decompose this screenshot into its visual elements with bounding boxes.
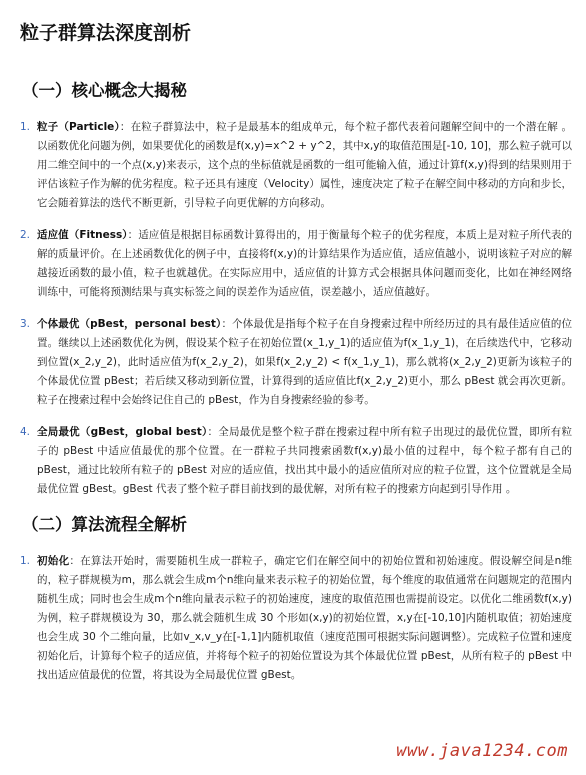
item-text: ：全局最优是整个粒子群在搜索过程中所有粒子出现过的最优位置，即所有粒子的 pBest 中适应值最优的那个位置。在一群粒子共同搜索函数f(x,y)最小值的过程中，每个粒子都有自己的 pBest，通过比较所有粒子的 pBest 对应的适应值，找出其中最小的适应值所对应的粒子位置，这个位置就是全局最优位置 gBest。gBest 代表了整个粒子群目前找到的最优解，对所有粒子的搜索方向起到引导作用 。 [37, 426, 572, 495]
term-label: 个体最优（pBest，personal best） [37, 318, 222, 330]
item-text: ：个体最优是指每个粒子在自身搜索过程中所经历过的具有最佳适应值的位置。继续以上述函数优化为例，假设某个粒子在初始位置(x_1,y_1)的适应值为f(x_1,y_1)，在后续迭代中，它移动到位置(x_2,y_2)，此时适应值为f(x_2,y_2)，如果f(x_2,y_2) < f(x_1,y_1)，那么就将(x_2,y_2)更新为该粒子的个体最优位置 pBest；若后续又移动到新位置，计算得到的适应值比f(x_2,y_2)更小，那么 pBest 就会再次更新。粒子在搜索过程中会始终记住自己的 pBest，作为自身搜索经验的参考。 [37, 318, 572, 406]
term-label: 初始化 [37, 555, 70, 567]
concept-list [20, 118, 572, 499]
list-item-pbest [20, 315, 572, 410]
item-text: ：在算法开始时，需要随机生成一群粒子，确定它们在解空间中的初始位置和初始速度。假设解空间是n维的，粒子群规模为m，那么就会生成m个n维向量来表示粒子的初始位置，每个维度的取值通常在问题规定的范围内随机生成；同时也会生成m个n维向量表示粒子的初始速度，速度的取值范围也需提前设定。以优化二维函数f(x,y)为例，粒子群规模设为 30，那么就会随机生成 30 个形如(x,y)的初始位置，x,y在[-10,10]内随机取值；初始速度也会生成 30 个二维向量，比如v_x,v_y在[-1,1]内随机取值（速度范围可根据实际问题调整）。完成粒子位置和速度初始化后，计算每个粒子的适应值，并将每个粒子的初始位置设为其个体最优位置 pBest，从所有粒子的 pBest 中找出适应值最优的位置，将其设为全局最优位置 gBest。 [37, 555, 573, 681]
item-text: ：适应值是根据目标函数计算得出的，用于衡量每个粒子的优劣程度，本质上是对粒子所代表的解的质量评价。在上述函数优化的例子中，直接将f(x,y)的计算结果作为适应值，适应值越小，说明该粒子对应的解越接近函数的最小值，粒子也就越优。在实际应用中，适应值的计算方式会根据具体问题而变化，比如在神经网络训练中，可能将预测结果与真实标签之间的误差作为适应值，误差越小，适应值越好。 [37, 229, 573, 298]
term-label: 粒子（Particle） [37, 121, 120, 133]
list-number: 3. [20, 318, 31, 330]
item-text: ：在粒子群算法中，粒子是最基本的组成单元，每个粒子都代表着问题解空间中的一个潜在解 。以函数优化问题为例，如果要优化的函数是f(x,y)=x^2 + y^2，其中x,y的取值范围是[-10, 10]，那么粒子就可以用二维空间中的一个点(x,y)来表示，这个点的坐标值就是函数的一组可能输入值，通过计算f(x,y)得到的结果则用于评估该粒子作为解的优劣程度。粒子还具有速度（Velocity）属性，速度决定了粒子在解空间中移动的方向和步长，它会随着算法的迭代不断更新，引导粒子向更优解的方向移动。 [37, 121, 572, 209]
list-number: 1. [20, 555, 31, 567]
list-number: 4. [20, 426, 31, 438]
list-item-particle [20, 118, 572, 213]
term-label: 全局最优（gBest，global best） [37, 426, 208, 438]
list-item-initialization [20, 552, 572, 685]
section-heading-core-concepts: （一）核心概念大揭秘 [22, 81, 187, 100]
page-title: 粒子群算法深度剖析 [20, 22, 192, 44]
list-item-gbest [20, 423, 572, 499]
list-number: 1. [20, 121, 31, 133]
section-heading-algorithm-flow: （二）算法流程全解析 [22, 515, 187, 534]
list-number: 2. [20, 229, 31, 241]
watermark: www.java1234.com [396, 741, 568, 761]
term-label: 适应值（Fitness） [37, 229, 128, 241]
list-item-fitness [20, 226, 572, 302]
flow-list [20, 552, 572, 685]
